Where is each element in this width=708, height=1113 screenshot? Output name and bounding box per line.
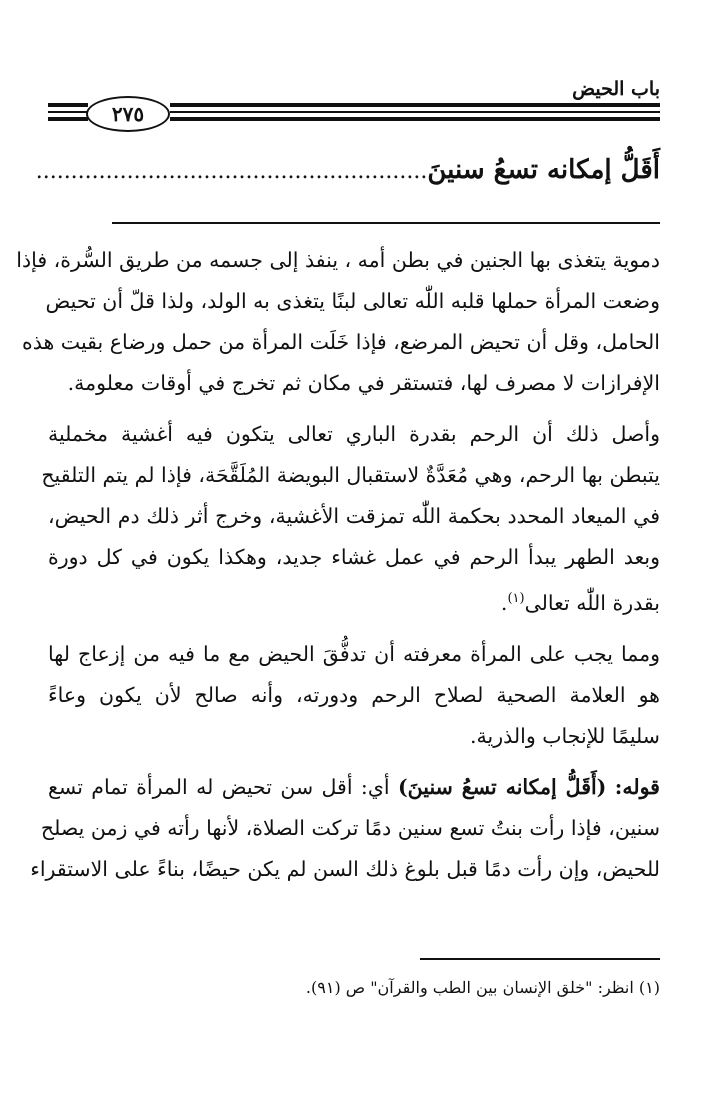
- page-number: ٢٧٥: [86, 96, 170, 132]
- text-fragment: .: [500, 590, 508, 615]
- text-fragment: بقدرة اللّٰه تعالى: [524, 590, 660, 615]
- section-heading: [35, 155, 660, 205]
- header-rule-right: [170, 103, 660, 107]
- heading-rule: [112, 222, 660, 224]
- header-rule-left: [48, 111, 88, 113]
- text-line: الإفرازات لا مصرف لها، فتستقر في مكان ثم تخرج في أوقات معلومة.: [67, 371, 660, 395]
- text-line: ومما يجب على المرأة معرفته أن تدفُّقَ الحيض مع ما فيه من إزعاج لها: [48, 641, 660, 666]
- paragraph: [30, 767, 660, 890]
- quote-label: قوله:: [614, 774, 660, 799]
- text-line: سنين، فإذا رأت بنتُ تسع سنين دمًا تركت الصلاة، لأنها رأته في زمن يصلح: [40, 815, 660, 840]
- text-line: وضعت المرأة حملها قلبه اللّٰه تعالى لبنًا يتغذى به الولد، ولذا قلّ أن تحيض: [45, 289, 660, 313]
- paragraph: [41, 414, 660, 624]
- text-line: وبعد الطهر يبدأ الرحم في عمل غشاء جديد، وهكذا يكون في كل دورة: [48, 545, 660, 569]
- text-line: [48, 767, 660, 808]
- text-fragment: أي: أقل سن تحيض له المرأة تمام تسع: [48, 774, 390, 799]
- header-rule-left: [48, 103, 88, 107]
- text-line: في الميعاد المحدد بحكمة اللّٰه تمزقت الأغشية، وخرج أثر ذلك دم الحيض،: [48, 504, 660, 528]
- paragraph: [48, 634, 660, 757]
- footnote-rule: [420, 958, 660, 960]
- text-line: هو العلامة الصحية لصلاح الرحم ودورته، وأنه صالح لأن يكون وعاءً: [48, 682, 660, 707]
- text-line: دموية يتغذى بها الجنين في بطن أمه ، ينفذ إلى جسمه من طريق السُّرة، فإذا: [16, 248, 660, 272]
- heading-text: أَقَلُّ إمكانه تسعُ سنينَ: [427, 155, 660, 185]
- text-line: سليمًا للإنجاب والذرية.: [470, 723, 660, 748]
- footnote-marker: (١): [507, 591, 525, 606]
- header-rule-left: [48, 117, 88, 121]
- text-line: يتبطن بها الرحم، وهي مُعَدَّةٌ لاستقبال البويضة المُلَقَّحَة، فإذا لم يتم التلقيح: [41, 463, 660, 487]
- quote-text: (أَقَلُّ إمكانه تسعُ سنينَ): [397, 774, 607, 799]
- paragraph: [16, 240, 660, 404]
- footnote: (١) انظر: "خلق الإنسان بين الطب والقرآن" ص (٩١).: [305, 978, 660, 997]
- text-line: الحامل، وقل أن تحيض المرضع، فإذا خَلَت المرأة من حمل ورضاع بقيت هذه: [21, 330, 660, 354]
- header-rule-right: [170, 111, 660, 113]
- body-text: [16, 240, 660, 900]
- text-line: [48, 578, 660, 624]
- header-rule-right: [170, 117, 660, 121]
- text-line: وأصل ذلك أن الرحم بقدرة الباري تعالى يتكون فيه أغشية مخملية: [48, 422, 660, 446]
- chapter-title: باب الحيض: [572, 78, 660, 100]
- heading-dots: ........................................................: [35, 159, 428, 184]
- text-line: للحيض، وإن رأت دمًا قبل بلوغ ذلك السن لم يكن حيضًا، بناءً على الاستقراء: [30, 856, 660, 881]
- page-header: [0, 0, 708, 135]
